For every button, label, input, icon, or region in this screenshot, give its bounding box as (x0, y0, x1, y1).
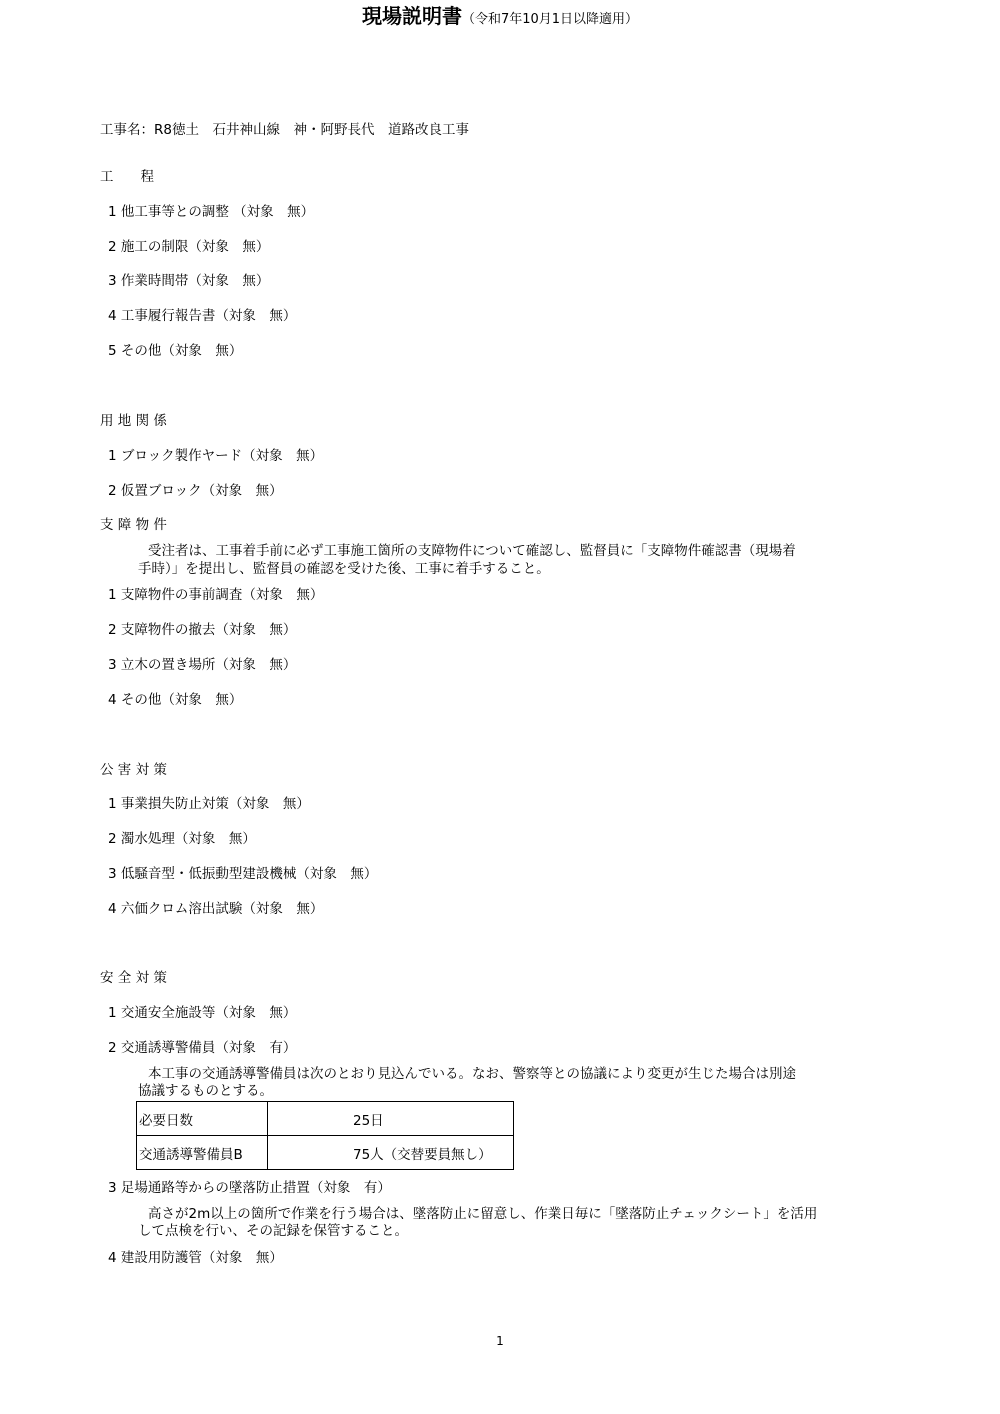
list-item: 3 立木の置き場所（対象 無） (108, 657, 297, 673)
title-main: 現場説明書 (361, 4, 462, 28)
guard-note-line1: 本工事の交通誘導警備員は次のとおり見込んでいる。なお、警察等との協議により変更が生じた場合は別途 (148, 1066, 796, 1082)
guard-note-line2: 協議するものとする。 (138, 1083, 273, 1099)
list-item: 1 事業損失防止対策（対象 無） (108, 796, 310, 812)
fall-note-line1: 高さが2m以上の箇所で作業を行う場合は、墜落防止に留意し、作業日毎に「墜落防止チェックシート」を活用 (148, 1206, 818, 1222)
list-item: 4 建設用防護管（対象 無） (108, 1250, 283, 1266)
fall-note-line2: して点検を行い、その記録を保管すること。 (138, 1223, 408, 1239)
list-item: 4 工事履行報告書（対象 無） (108, 308, 297, 324)
section-heading-safety: 安 全 対 策 (100, 970, 167, 986)
list-item: 2 支障物件の撤去（対象 無） (108, 622, 297, 638)
table-cell-value: 75人（交替要員無し） (268, 1136, 514, 1170)
list-item: 1 交通安全施設等（対象 無） (108, 1005, 297, 1021)
obstacles-note-line1: 受注者は、工事着手前に必ず工事施工箇所の支障物件について確認し、監督員に「支障物件確認書（現場着 (148, 543, 796, 559)
document-title (0, 0, 1000, 29)
list-item: 4 六価クロム溶出試験（対象 無） (108, 901, 324, 917)
list-item: 2 仮置ブロック（対象 無） (108, 483, 283, 499)
table-row (137, 1102, 514, 1136)
section-heading-land: 用 地 関 係 (100, 413, 167, 429)
list-item: 3 足場通路等からの墜落防止措置（対象 有） (108, 1180, 391, 1196)
table-cell-label: 必要日数 (137, 1102, 268, 1136)
obstacles-note-line2: 手時）」を提出し、監督員の確認を受けた後、工事に着手すること。 (138, 561, 550, 577)
list-item: 3 作業時間帯（対象 無） (108, 273, 270, 289)
section-heading-obstacles: 支 障 物 件 (100, 517, 167, 533)
list-item: 1 支障物件の事前調査（対象 無） (108, 587, 324, 603)
project-name: 工事名：R8徳土 石井神山線 神・阿野長代 道路改良工事 (100, 122, 469, 138)
list-item: 1 他工事等との調整 （対象 無） (108, 204, 315, 220)
list-item: 2 交通誘導警備員（対象 有） (108, 1040, 297, 1056)
list-item: 4 その他（対象 無） (108, 692, 243, 708)
table-cell-label: 交通誘導警備員B (137, 1136, 268, 1170)
section-heading-schedule: 工 程 (100, 169, 154, 185)
table-cell-value: 25日 (268, 1102, 514, 1136)
list-item: 5 その他（対象 無） (108, 343, 243, 359)
list-item: 1 ブロック製作ヤード（対象 無） (108, 448, 324, 464)
page-number: 1 (496, 1334, 504, 1348)
section-heading-pollution: 公 害 対 策 (100, 762, 167, 778)
table-row (137, 1136, 514, 1170)
list-item: 2 施工の制限（対象 無） (108, 239, 270, 255)
list-item: 3 低騒音型・低振動型建設機械（対象 無） (108, 866, 378, 882)
title-sub: （令和7年10月1日以降適用） (461, 12, 639, 27)
list-item: 2 濁水処理（対象 無） (108, 831, 256, 847)
guard-table (136, 1101, 514, 1170)
